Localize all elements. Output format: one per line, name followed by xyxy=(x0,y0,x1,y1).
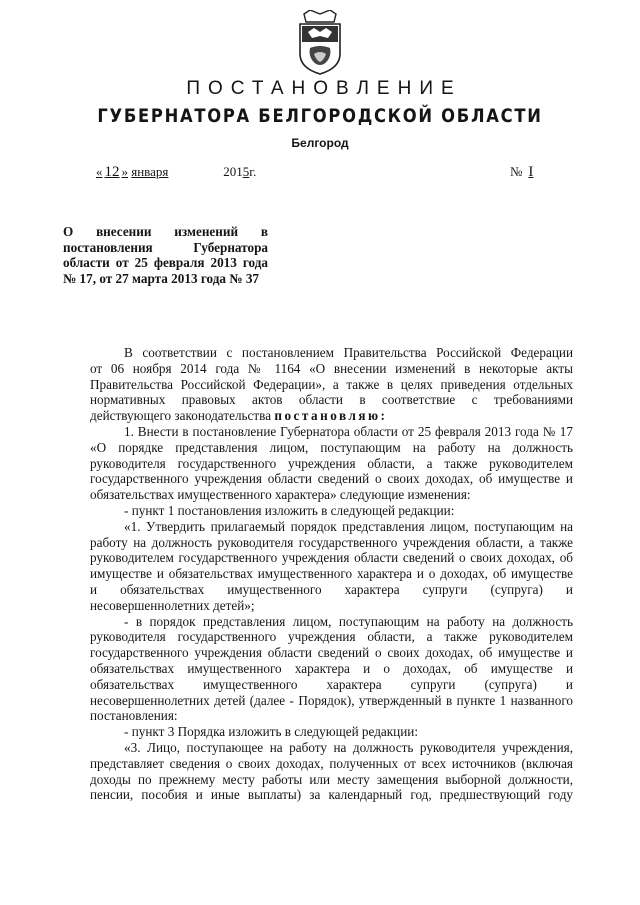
body-line: руководителем государственного учреждения области сведений о своих доходах, об xyxy=(90,550,573,566)
body-line: «О порядке представления лицом, поступающим на работу на должность xyxy=(90,439,573,455)
subject-line: № 17, от 27 марта 2013 года № 37 xyxy=(63,270,260,286)
body-line: несовершеннолетних детей (далее - Порядок), утвержденный в пункте 1 названного xyxy=(90,692,573,708)
number-value: I xyxy=(528,164,534,180)
body-line: доходы по прежнему месту работы или месту замещения выборной должности, xyxy=(90,771,573,787)
coat-of-arms-emblem xyxy=(294,10,346,76)
document-body xyxy=(90,345,573,803)
issuer-title: ГУБЕРНАТОРА БЕЛГОРОДСКОЙ ОБЛАСТИ xyxy=(97,105,543,127)
date-close-quote: » xyxy=(121,164,128,179)
subject-line: О внесении изменений в xyxy=(63,224,268,239)
body-line: обязательствах имущественного характера» следующие изменения: xyxy=(90,487,471,503)
body-line: В соответствии с постановлением Правительства Российской Федерации xyxy=(124,345,573,360)
date-month: января xyxy=(131,164,169,179)
body-line: работу на должность руководителя государственного учреждения области, а также xyxy=(90,534,573,550)
body-line: «1. Утвердить прилагаемый порядок представления лицом, поступающим на xyxy=(124,518,573,534)
number-label: № xyxy=(510,164,523,179)
document-number xyxy=(510,164,572,181)
date-year-suffix: 5 xyxy=(242,164,250,179)
body-line: и обязательствах имущественного характера супруги (супруга) и xyxy=(90,581,573,597)
body-line: пенсии, пособия и иные выплаты) за календарный год, предшествующий году xyxy=(90,787,573,803)
body-line: руководителя государственного учреждения области, а также руководителем xyxy=(90,455,573,471)
body-line: «3. Лицо, поступающее на работу на должность руководителя учреждения, xyxy=(124,739,573,755)
date-day: 12 xyxy=(104,164,120,180)
body-line: обязательствах имущественного характера супруги (супруга) и xyxy=(90,676,573,692)
body-line-decree xyxy=(90,408,573,424)
subject-line: области от 25 февраля 2013 года xyxy=(63,255,268,270)
body-line: - в порядок представления лицом, поступающим на работу на должность xyxy=(124,613,573,629)
body-line: обязательствах имущественного характера и о доходах, об имуществе и xyxy=(90,660,573,676)
document-type-title: ПОСТАНОВЛЕНИЕ xyxy=(186,78,462,99)
decree-word: постановляю: xyxy=(274,408,388,424)
body-line: постановления: xyxy=(90,708,178,724)
body-line: руководителя государственного учреждения области, а также руководителем xyxy=(90,629,573,645)
date-year-end: г. xyxy=(249,164,257,179)
date-year-prefix: 201 xyxy=(223,164,243,179)
body-line: несовершеннолетних детей»; xyxy=(90,597,255,613)
subject-line: постановления Губернатора xyxy=(63,239,268,255)
document-date xyxy=(96,164,256,181)
document-subject xyxy=(63,224,268,286)
body-line: Правительства Российской Федерации», а также в целях приведения отдельных xyxy=(90,376,573,392)
decree-prefix: действующего законодательства xyxy=(90,408,272,424)
body-line: 1. Внести в постановление Губернатора области от 25 февраля 2013 года № 17 xyxy=(124,423,573,439)
body-line: государственного учреждения области сведений о своих доходах, об имуществе и xyxy=(90,645,573,661)
body-line: нормативных правовых актов области в соответствие с требованиями xyxy=(90,392,573,408)
body-line: - пункт 3 Порядка изложить в следующей редакции: xyxy=(124,724,419,740)
body-line: от 06 ноября 2014 года № 1164 «О внесении изменений в некоторые акты xyxy=(90,360,573,376)
body-line: - пункт 1 постановления изложить в следующей редакции: xyxy=(124,502,455,518)
body-line: представляет сведения о своих доходах, полученных от всех источников (включая xyxy=(90,755,573,771)
date-open-quote: « xyxy=(96,164,103,179)
body-line: государственного учреждения области сведений о своих доходах, об имуществе и xyxy=(90,471,573,487)
body-line: имуществе и обязательствах имущественного характера и о доходах, об имуществе xyxy=(90,566,573,582)
city-name: Белгород xyxy=(291,136,349,150)
